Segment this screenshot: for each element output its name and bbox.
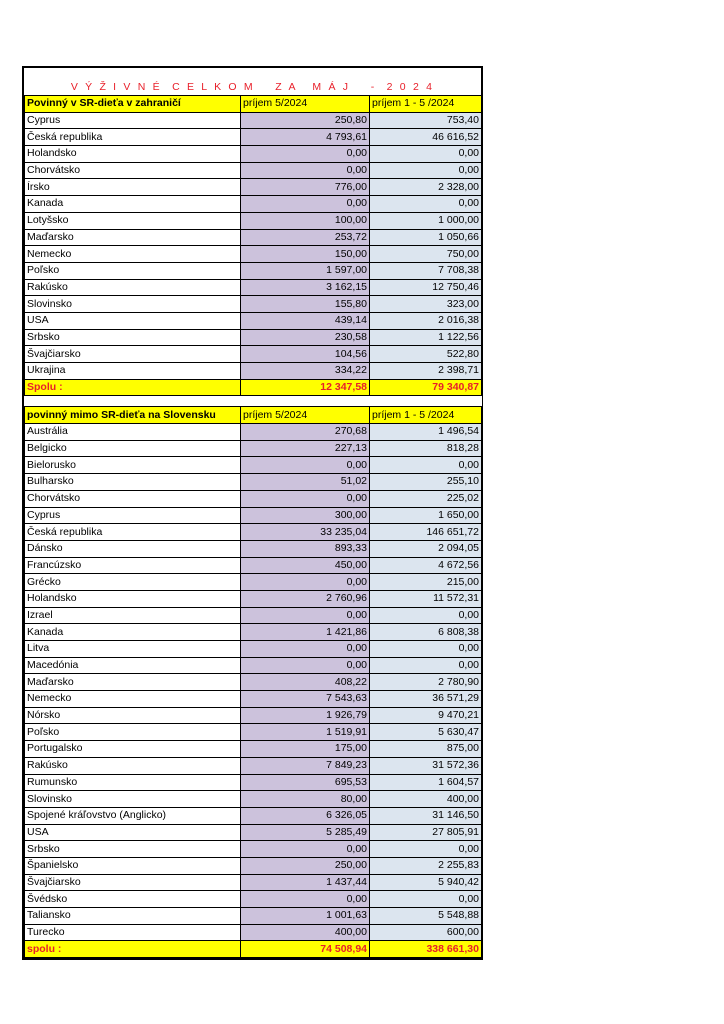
month-amount: 100,00 bbox=[241, 212, 370, 229]
month-amount: 0,00 bbox=[241, 196, 370, 213]
table-row bbox=[25, 691, 482, 708]
country-name: Nemecko bbox=[25, 691, 241, 708]
table-row bbox=[25, 262, 482, 279]
country-name: Chorvátsko bbox=[25, 490, 241, 507]
month-amount: 150,00 bbox=[241, 246, 370, 263]
country-name: Taliansko bbox=[25, 908, 241, 925]
country-name: Francúzsko bbox=[25, 557, 241, 574]
month-amount: 227,13 bbox=[241, 440, 370, 457]
month-amount: 7 543,63 bbox=[241, 691, 370, 708]
section2-total-ytd: 338 661,30 bbox=[370, 941, 482, 958]
country-name: Srbsko bbox=[25, 841, 241, 858]
table-row bbox=[25, 557, 482, 574]
ytd-amount: 2 780,90 bbox=[370, 674, 482, 691]
ytd-amount: 5 630,47 bbox=[370, 724, 482, 741]
table-row bbox=[25, 841, 482, 858]
table-row bbox=[25, 757, 482, 774]
table-row bbox=[25, 363, 482, 380]
month-amount: 0,00 bbox=[241, 146, 370, 163]
month-amount: 104,56 bbox=[241, 346, 370, 363]
table-row bbox=[25, 574, 482, 591]
ytd-amount: 2 016,38 bbox=[370, 312, 482, 329]
ytd-amount: 146 651,72 bbox=[370, 524, 482, 541]
country-name: Slovinsko bbox=[25, 791, 241, 808]
report-title-row bbox=[24, 68, 481, 95]
country-name: Nórsko bbox=[25, 707, 241, 724]
ytd-amount: 6 808,38 bbox=[370, 624, 482, 641]
section2-total-row bbox=[25, 941, 482, 958]
country-name: Kanada bbox=[25, 196, 241, 213]
ytd-amount: 323,00 bbox=[370, 296, 482, 313]
section2-header-label: povinný mimo SR-dieťa na Slovensku bbox=[25, 407, 241, 424]
country-name: Kanada bbox=[25, 624, 241, 641]
month-amount: 439,14 bbox=[241, 312, 370, 329]
month-amount: 0,00 bbox=[241, 641, 370, 658]
country-name: Rakúsko bbox=[25, 757, 241, 774]
table-row bbox=[25, 229, 482, 246]
country-name: Macedónia bbox=[25, 657, 241, 674]
month-amount: 0,00 bbox=[241, 457, 370, 474]
ytd-amount: 0,00 bbox=[370, 891, 482, 908]
table-row bbox=[25, 540, 482, 557]
country-name: Portugalsko bbox=[25, 741, 241, 758]
ytd-amount: 0,00 bbox=[370, 641, 482, 658]
month-amount: 0,00 bbox=[241, 657, 370, 674]
table-row bbox=[25, 674, 482, 691]
month-amount: 0,00 bbox=[241, 574, 370, 591]
section1-header-month: príjem 5/2024 bbox=[241, 96, 370, 113]
ytd-amount: 0,00 bbox=[370, 607, 482, 624]
country-name: Holandsko bbox=[25, 146, 241, 163]
country-name: Cyprus bbox=[25, 507, 241, 524]
month-amount: 1 926,79 bbox=[241, 707, 370, 724]
month-amount: 1 437,44 bbox=[241, 874, 370, 891]
table-row bbox=[25, 179, 482, 196]
month-amount: 175,00 bbox=[241, 741, 370, 758]
ytd-amount: 2 094,05 bbox=[370, 540, 482, 557]
table-row bbox=[25, 490, 482, 507]
table-row bbox=[25, 624, 482, 641]
table-row bbox=[25, 824, 482, 841]
table-row bbox=[25, 246, 482, 263]
ytd-amount: 5 548,88 bbox=[370, 908, 482, 925]
ytd-amount: 2 398,71 bbox=[370, 363, 482, 380]
table-row bbox=[25, 296, 482, 313]
month-amount: 3 162,15 bbox=[241, 279, 370, 296]
month-amount: 334,22 bbox=[241, 363, 370, 380]
table-row bbox=[25, 607, 482, 624]
month-amount: 0,00 bbox=[241, 891, 370, 908]
country-name: Litva bbox=[25, 641, 241, 658]
ytd-amount: 255,10 bbox=[370, 474, 482, 491]
table-row bbox=[25, 279, 482, 296]
ytd-amount: 2 328,00 bbox=[370, 179, 482, 196]
section2-total-month: 74 508,94 bbox=[241, 941, 370, 958]
country-name: Rumunsko bbox=[25, 774, 241, 791]
month-amount: 0,00 bbox=[241, 490, 370, 507]
ytd-amount: 753,40 bbox=[370, 112, 482, 129]
section2-header-row bbox=[25, 407, 482, 424]
ytd-amount: 1 000,00 bbox=[370, 212, 482, 229]
section2-header-month: príjem 5/2024 bbox=[241, 407, 370, 424]
ytd-amount: 31 572,36 bbox=[370, 757, 482, 774]
table-row bbox=[25, 741, 482, 758]
month-amount: 776,00 bbox=[241, 179, 370, 196]
section1-header-ytd: príjem 1 - 5 /2024 bbox=[370, 96, 482, 113]
ytd-amount: 9 470,21 bbox=[370, 707, 482, 724]
table-row bbox=[25, 590, 482, 607]
country-name: Chorvátsko bbox=[25, 162, 241, 179]
month-amount: 33 235,04 bbox=[241, 524, 370, 541]
ytd-amount: 1 650,00 bbox=[370, 507, 482, 524]
month-amount: 1 001,63 bbox=[241, 908, 370, 925]
country-name: Austrália bbox=[25, 424, 241, 441]
table-row bbox=[25, 312, 482, 329]
table-row bbox=[25, 507, 482, 524]
month-amount: 1 421,86 bbox=[241, 624, 370, 641]
ytd-amount: 1 050,66 bbox=[370, 229, 482, 246]
table-row bbox=[25, 474, 482, 491]
country-name: Izrael bbox=[25, 607, 241, 624]
table-row bbox=[25, 329, 482, 346]
ytd-amount: 27 805,91 bbox=[370, 824, 482, 841]
ytd-amount: 215,00 bbox=[370, 574, 482, 591]
month-amount: 250,00 bbox=[241, 857, 370, 874]
country-name: Švajčiarsko bbox=[25, 346, 241, 363]
month-amount: 0,00 bbox=[241, 162, 370, 179]
table-row bbox=[25, 891, 482, 908]
ytd-amount: 5 940,42 bbox=[370, 874, 482, 891]
country-name: Maďarsko bbox=[25, 674, 241, 691]
ytd-amount: 11 572,31 bbox=[370, 590, 482, 607]
month-amount: 300,00 bbox=[241, 507, 370, 524]
section2-total-label: spolu : bbox=[25, 941, 241, 958]
month-amount: 51,02 bbox=[241, 474, 370, 491]
country-name: Ukrajina bbox=[25, 363, 241, 380]
month-amount: 695,53 bbox=[241, 774, 370, 791]
ytd-amount: 0,00 bbox=[370, 841, 482, 858]
alimony-table-body bbox=[25, 96, 482, 958]
table-row bbox=[25, 129, 482, 146]
month-amount: 4 793,61 bbox=[241, 129, 370, 146]
section1-total-month: 12 347,58 bbox=[241, 379, 370, 396]
country-name: Srbsko bbox=[25, 329, 241, 346]
table-row bbox=[25, 212, 482, 229]
table-row bbox=[25, 791, 482, 808]
country-name: USA bbox=[25, 312, 241, 329]
section2-header-ytd: príjem 1 - 5 /2024 bbox=[370, 407, 482, 424]
ytd-amount: 0,00 bbox=[370, 146, 482, 163]
table-row bbox=[25, 524, 482, 541]
month-amount: 7 849,23 bbox=[241, 757, 370, 774]
section1-total-ytd: 79 340,87 bbox=[370, 379, 482, 396]
ytd-amount: 31 146,50 bbox=[370, 807, 482, 824]
country-name: Česká republika bbox=[25, 129, 241, 146]
table-row bbox=[25, 707, 482, 724]
month-amount: 80,00 bbox=[241, 791, 370, 808]
country-name: Bulharsko bbox=[25, 474, 241, 491]
country-name: USA bbox=[25, 824, 241, 841]
country-name: Belgicko bbox=[25, 440, 241, 457]
month-amount: 0,00 bbox=[241, 607, 370, 624]
month-amount: 2 760,96 bbox=[241, 590, 370, 607]
country-name: Poľsko bbox=[25, 724, 241, 741]
country-name: Spojené kráľovstvo (Anglicko) bbox=[25, 807, 241, 824]
ytd-amount: 0,00 bbox=[370, 457, 482, 474]
ytd-amount: 225,02 bbox=[370, 490, 482, 507]
month-amount: 250,80 bbox=[241, 112, 370, 129]
country-name: Írsko bbox=[25, 179, 241, 196]
month-amount: 270,68 bbox=[241, 424, 370, 441]
ytd-amount: 0,00 bbox=[370, 196, 482, 213]
report-sheet bbox=[22, 66, 483, 960]
ytd-amount: 0,00 bbox=[370, 162, 482, 179]
month-amount: 6 326,05 bbox=[241, 807, 370, 824]
month-amount: 893,33 bbox=[241, 540, 370, 557]
ytd-amount: 818,28 bbox=[370, 440, 482, 457]
country-name: Maďarsko bbox=[25, 229, 241, 246]
country-name: Švédsko bbox=[25, 891, 241, 908]
ytd-amount: 7 708,38 bbox=[370, 262, 482, 279]
alimony-table bbox=[24, 95, 482, 958]
section1-total-row bbox=[25, 379, 482, 396]
month-amount: 5 285,49 bbox=[241, 824, 370, 841]
country-name: Španielsko bbox=[25, 857, 241, 874]
table-row bbox=[25, 641, 482, 658]
table-row bbox=[25, 908, 482, 925]
section1-total-label: Spolu : bbox=[25, 379, 241, 396]
table-row bbox=[25, 657, 482, 674]
section1-header-label: Povinný v SR-dieťa v zahraničí bbox=[25, 96, 241, 113]
table-row bbox=[25, 112, 482, 129]
table-row bbox=[25, 924, 482, 941]
ytd-amount: 1 122,56 bbox=[370, 329, 482, 346]
report-title: V Ý Ž I V N É C E L K O M Z A M Á J - 2 0 2 4 bbox=[70, 81, 435, 93]
table-row bbox=[25, 146, 482, 163]
table-row bbox=[25, 857, 482, 874]
table-row bbox=[25, 424, 482, 441]
country-name: Holandsko bbox=[25, 590, 241, 607]
table-row bbox=[25, 724, 482, 741]
country-name: Poľsko bbox=[25, 262, 241, 279]
month-amount: 400,00 bbox=[241, 924, 370, 941]
ytd-amount: 12 750,46 bbox=[370, 279, 482, 296]
table-row bbox=[25, 874, 482, 891]
ytd-amount: 1 496,54 bbox=[370, 424, 482, 441]
month-amount: 0,00 bbox=[241, 841, 370, 858]
ytd-amount: 46 616,52 bbox=[370, 129, 482, 146]
month-amount: 1 597,00 bbox=[241, 262, 370, 279]
table-row bbox=[25, 196, 482, 213]
section-spacer-row bbox=[25, 396, 482, 407]
month-amount: 230,58 bbox=[241, 329, 370, 346]
month-amount: 450,00 bbox=[241, 557, 370, 574]
table-row bbox=[25, 457, 482, 474]
country-name: Dánsko bbox=[25, 540, 241, 557]
month-amount: 155,80 bbox=[241, 296, 370, 313]
ytd-amount: 522,80 bbox=[370, 346, 482, 363]
table-row bbox=[25, 774, 482, 791]
country-name: Švajčiarsko bbox=[25, 874, 241, 891]
ytd-amount: 36 571,29 bbox=[370, 691, 482, 708]
ytd-amount: 875,00 bbox=[370, 741, 482, 758]
ytd-amount: 400,00 bbox=[370, 791, 482, 808]
ytd-amount: 750,00 bbox=[370, 246, 482, 263]
month-amount: 408,22 bbox=[241, 674, 370, 691]
country-name: Lotyšsko bbox=[25, 212, 241, 229]
ytd-amount: 600,00 bbox=[370, 924, 482, 941]
country-name: Turecko bbox=[25, 924, 241, 941]
country-name: Rakúsko bbox=[25, 279, 241, 296]
country-name: Grécko bbox=[25, 574, 241, 591]
ytd-amount: 2 255,83 bbox=[370, 857, 482, 874]
table-row bbox=[25, 346, 482, 363]
country-name: Bielorusko bbox=[25, 457, 241, 474]
table-row bbox=[25, 162, 482, 179]
table-row bbox=[25, 440, 482, 457]
ytd-amount: 1 604,57 bbox=[370, 774, 482, 791]
country-name: Nemecko bbox=[25, 246, 241, 263]
month-amount: 253,72 bbox=[241, 229, 370, 246]
country-name: Česká republika bbox=[25, 524, 241, 541]
table-row bbox=[25, 807, 482, 824]
country-name: Slovinsko bbox=[25, 296, 241, 313]
ytd-amount: 0,00 bbox=[370, 657, 482, 674]
ytd-amount: 4 672,56 bbox=[370, 557, 482, 574]
country-name: Cyprus bbox=[25, 112, 241, 129]
month-amount: 1 519,91 bbox=[241, 724, 370, 741]
section1-header-row bbox=[25, 96, 482, 113]
